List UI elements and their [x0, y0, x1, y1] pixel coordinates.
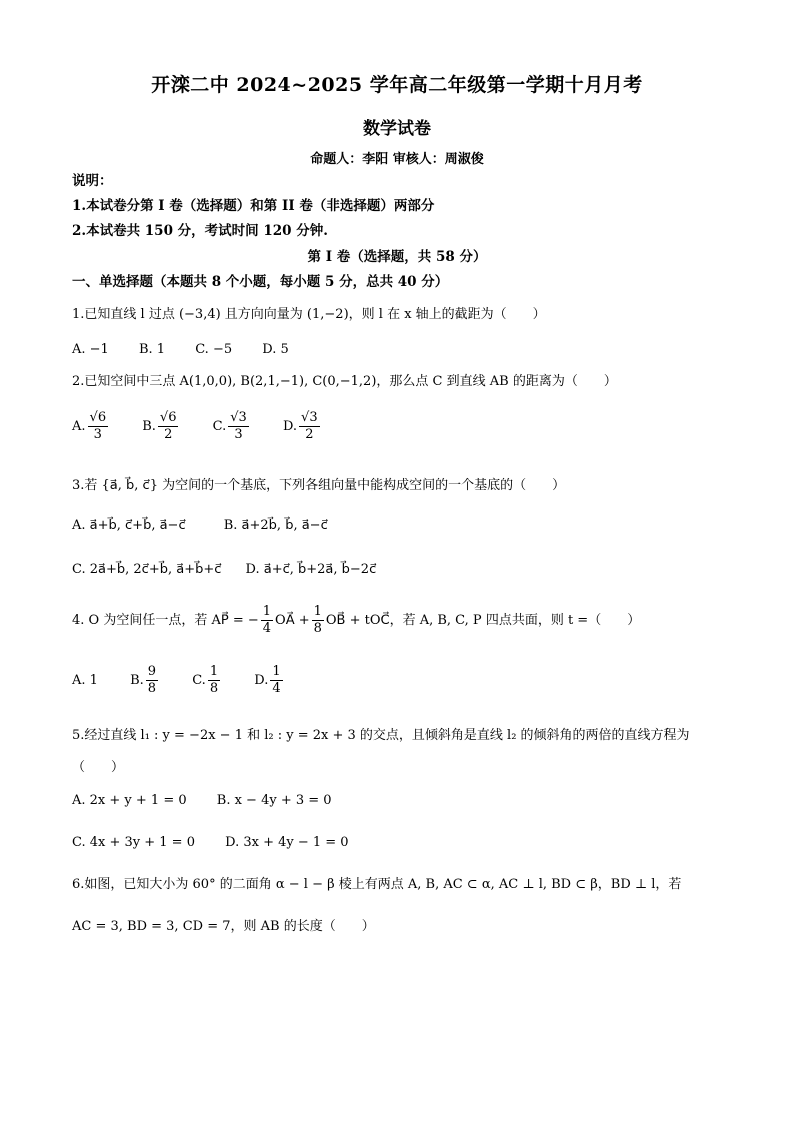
q5-option-a: A. 2x + y + 1 = 0: [72, 793, 187, 808]
note-item-2: 2.本试卷共 150 分，考试时间 120 分钟.: [72, 223, 328, 239]
q4-option-d: D. $\frac{1}{4}$: [254, 664, 281, 696]
q2-option-c: C. $\frac{√3}{3}$: [212, 410, 247, 442]
q1-option-b: B. 1: [138, 342, 166, 357]
exam-title: 开滦二中 2024~2025 学年高二年级第一学期十月月考: [151, 74, 643, 96]
q5-option-d: D. 3x + 4y − 1 = 0: [225, 835, 349, 850]
q2-option-a: A. $\frac{√6}{3}$: [72, 410, 107, 442]
question-3-stem: 3.若 {a⃗, b⃗, c⃗} 为空间的一个基底，下列各组向量中能构成空间的一个基底的（ ）: [72, 478, 566, 493]
question-6-stem-cont: AC = 3, BD = 3, CD = 7，则 AB 的长度（ ）: [72, 919, 375, 934]
question-1-stem: 1.已知直线 l 过点 (−3,4) 且方向向量为 (1,−2)，则 l 在 x 轴上的截距为（ ）: [72, 307, 546, 322]
question-5-stem: 5.经过直线 l₁ : y = −2x − 1 和 l₂ : y = 2x + 3 的交点，且倾斜角是直线 l₂ 的倾斜角的两倍的直线方程为: [72, 728, 690, 743]
question-1-options: [72, 341, 315, 359]
q3-option-b: B. a⃗+2b⃗, b⃗, a⃗−c⃗: [223, 518, 328, 533]
part-title: 第 I 卷（选择题，共 58 分）: [307, 249, 487, 265]
question-3-options-row2: [72, 561, 402, 579]
exam-subtitle: 数学试卷: [363, 119, 431, 139]
question-3-options-row1: [72, 517, 354, 535]
question-2-options: [72, 410, 350, 443]
q2-option-b: B. $\frac{√6}{2}$: [142, 410, 177, 442]
q3-option-d: D. a⃗+c⃗, b⃗+2a⃗, b⃗−2c⃗: [245, 562, 377, 577]
question-5-options-row2: [72, 834, 375, 852]
q1-option-c: C. −5: [195, 342, 233, 357]
question-4-stem: 4. O 为空间任一点，若 AP⃗ = − $\frac{1}{4}$ OA⃗ + $\frac{1}{8}$ OB⃗ + tOC⃗，若 A, B, C, P 四点共面，则 t =（ ）: [72, 604, 641, 636]
q4-option-a: A. 1: [72, 672, 98, 688]
exam-authors: 命题人：李阳 审核人：周淑俊: [310, 152, 484, 167]
notes-label: 说明：: [72, 173, 113, 189]
question-6-stem: 6.如图，已知大小为 60° 的二面角 α − l − β 棱上有两点 A, B, AC ⊂ α, AC ⊥ l, BD ⊂ β，BD ⊥ l，若: [72, 877, 682, 892]
question-2-stem: 2.已知空间中三点 A(1,0,0), B(2,1,−1), C(0,−1,2)，那么点 C 到直线 AB 的距离为（ ）: [72, 374, 617, 389]
note-item-1: 1.本试卷分第 I 卷（选择题）和第 II 卷（非选择题）两部分: [72, 198, 435, 214]
q4-option-b: B. $\frac{9}{8}$: [130, 664, 157, 696]
question-5-stem-cont: （ ）: [72, 760, 125, 775]
q5-option-b: B. x − 4y + 3 = 0: [216, 793, 332, 808]
q5-option-c: C. 4x + 3y + 1 = 0: [72, 835, 195, 850]
q3-option-c: C. 2a⃗+b⃗, 2c⃗+b⃗, a⃗+b⃗+c⃗: [72, 562, 222, 577]
q1-option-a: A. −1: [72, 342, 109, 357]
question-5-options-row1: [72, 792, 358, 810]
section-title: 一、单选择题（本题共 8 个小题，每小题 5 分，总共 40 分）: [72, 274, 449, 290]
q2-option-d: D. $\frac{√3}{2}$: [282, 410, 318, 442]
q1-option-d: D. 5: [262, 342, 289, 357]
q3-option-a: A. a⃗+b⃗, c⃗+b⃗, a⃗−c⃗: [72, 518, 186, 533]
q4-option-c: C. $\frac{1}{8}$: [192, 664, 219, 696]
question-4-options: [72, 664, 313, 697]
